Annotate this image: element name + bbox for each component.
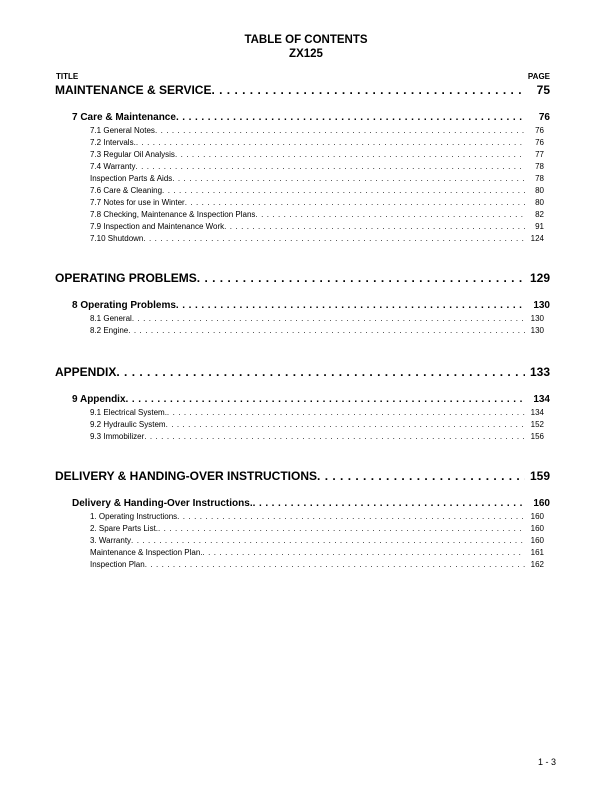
toc-item-page: 161 (530, 548, 544, 557)
toc-item-page: 77 (535, 150, 544, 159)
toc-item[interactable] (90, 512, 544, 523)
toc-item[interactable] (90, 186, 544, 197)
toc-item-page: 160 (530, 512, 544, 521)
toc-item-page: 160 (530, 524, 544, 533)
model-subtitle: ZX125 (289, 48, 323, 60)
toc-item[interactable] (90, 560, 544, 571)
toc-chapter[interactable] (72, 112, 550, 125)
toc-chapter[interactable] (72, 394, 550, 407)
leader-dots (126, 394, 525, 405)
toc-item-label: 7.8 Checking, Maintenance & Inspection Plans (90, 210, 256, 219)
leader-dots (145, 560, 525, 569)
leader-dots (253, 498, 525, 509)
toc-item-label: 7.3 Regular Oil Analysis (90, 150, 175, 159)
leader-dots (255, 210, 525, 219)
toc-item-page: 76 (535, 126, 544, 135)
toc-section-page: 159 (529, 469, 550, 483)
page-title: TABLE OF CONTENTS (244, 34, 368, 46)
leader-dots (116, 365, 525, 379)
toc-section-label: MAINTENANCE & SERVICE (55, 83, 212, 97)
toc-item-label: 2. Spare Parts List. (90, 524, 159, 533)
toc-chapter-label: 8 Operating Problems (72, 300, 176, 311)
toc-item-page: 91 (535, 222, 544, 231)
toc-item-page: 130 (530, 326, 544, 335)
leader-dots (166, 420, 525, 429)
toc-item[interactable] (90, 210, 544, 221)
toc-section[interactable] (55, 365, 550, 381)
toc-item[interactable] (90, 150, 544, 161)
toc-chapter-page: 130 (533, 300, 550, 311)
toc-item[interactable] (90, 314, 544, 325)
toc-section[interactable] (55, 83, 550, 99)
leader-dots (131, 536, 525, 545)
toc-item-label: Maintenance & Inspection Plan. (90, 548, 203, 557)
toc-item-page: 124 (530, 234, 544, 243)
toc-item[interactable] (90, 174, 544, 185)
toc-item[interactable] (90, 548, 544, 559)
toc-item-label: 7.2 Intervals. (90, 138, 136, 147)
toc-item[interactable] (90, 222, 544, 233)
leader-dots (136, 138, 525, 147)
leader-dots (167, 408, 525, 417)
toc-chapter-page: 160 (533, 498, 550, 509)
toc-item-label: 7.4 Warranty (90, 162, 136, 171)
toc-item-label: 8.1 General (90, 314, 132, 323)
toc-item-page: 76 (535, 138, 544, 147)
toc-section-label: DELIVERY & HANDING-OVER INSTRUCTIONS (55, 469, 318, 483)
leader-dots (224, 222, 525, 231)
leader-dots (176, 300, 525, 311)
leader-dots (128, 326, 525, 335)
toc-item-page: 134 (530, 408, 544, 417)
toc-item-label: 9.2 Hydraulic System (90, 420, 166, 429)
leader-dots (203, 548, 525, 557)
toc-section-page: 129 (529, 271, 550, 285)
toc-item[interactable] (90, 126, 544, 137)
toc-item-label: Inspection Parts & Aids (90, 174, 173, 183)
leader-dots (132, 314, 525, 323)
toc-item[interactable] (90, 536, 544, 547)
column-header-title: TITLE (56, 72, 79, 81)
leader-dots (175, 150, 525, 159)
toc-item-label: 9.3 Immobilizer (90, 432, 145, 441)
toc-item[interactable] (90, 326, 544, 337)
leader-dots (197, 271, 525, 285)
toc-chapter-page: 134 (533, 394, 550, 405)
leader-dots (144, 432, 525, 441)
toc-item[interactable] (90, 198, 544, 209)
toc-item-page: 82 (535, 210, 544, 219)
toc-item-page: 78 (535, 162, 544, 171)
toc-chapter[interactable] (72, 300, 550, 313)
toc-item-page: 130 (530, 314, 544, 323)
toc-chapter-label: 7 Care & Maintenance (72, 112, 176, 123)
leader-dots (176, 112, 525, 123)
leader-dots (155, 126, 525, 135)
toc-item-label: 7.7 Notes for use in Winter (90, 198, 185, 207)
toc-section[interactable] (55, 469, 550, 485)
leader-dots (211, 83, 525, 97)
toc-chapter-page: 76 (538, 112, 550, 123)
toc-section-page: 133 (529, 365, 550, 379)
toc-item[interactable] (90, 162, 544, 173)
toc-item-label: 8.2 Engine (90, 326, 129, 335)
toc-section-page: 75 (536, 83, 550, 97)
toc-item-label: Inspection Plan (90, 560, 145, 569)
toc-item-page: 80 (535, 186, 544, 195)
toc-item-label: 7.1 General Notes (90, 126, 155, 135)
toc-item-page: 162 (530, 560, 544, 569)
toc-item-page: 156 (530, 432, 544, 441)
leader-dots (185, 198, 525, 207)
toc-item[interactable] (90, 138, 544, 149)
toc-item[interactable] (90, 524, 544, 535)
leader-dots (136, 162, 526, 171)
leader-dots (172, 174, 525, 183)
toc-item[interactable] (90, 234, 544, 245)
leader-dots (158, 524, 525, 533)
toc-section[interactable] (55, 271, 550, 287)
toc-item-label: 3. Warranty (90, 536, 132, 545)
toc-chapter[interactable] (72, 498, 550, 511)
toc-item-page: 78 (535, 174, 544, 183)
toc-chapter-label: 9 Appendix (72, 394, 126, 405)
toc-item[interactable] (90, 420, 544, 431)
toc-section-label: OPERATING PROBLEMS (55, 271, 197, 285)
toc-item-page: 80 (535, 198, 544, 207)
toc-item-label: 7.6 Care & Cleaning (90, 186, 163, 195)
toc-item[interactable] (90, 432, 544, 443)
toc-section-label: APPENDIX (55, 365, 117, 379)
toc-item-page: 160 (530, 536, 544, 545)
leader-dots (177, 512, 525, 521)
toc-item[interactable] (90, 408, 544, 419)
leader-dots (317, 469, 525, 483)
toc-item-label: 9.1 Electrical System. (90, 408, 167, 417)
toc-item-label: 1. Operating Instructions (90, 512, 178, 521)
toc-item-label: 7.10 Shutdown (90, 234, 144, 243)
toc-item-label: 7.9 Inspection and Maintenance Work (90, 222, 225, 231)
footer-page-number: 1 - 3 (537, 757, 556, 767)
leader-dots (143, 234, 525, 243)
toc-item-page: 152 (530, 420, 544, 429)
leader-dots (162, 186, 525, 195)
toc-chapter-label: Delivery & Handing-Over Instructions. (72, 498, 253, 509)
column-header-page: PAGE (527, 72, 550, 81)
